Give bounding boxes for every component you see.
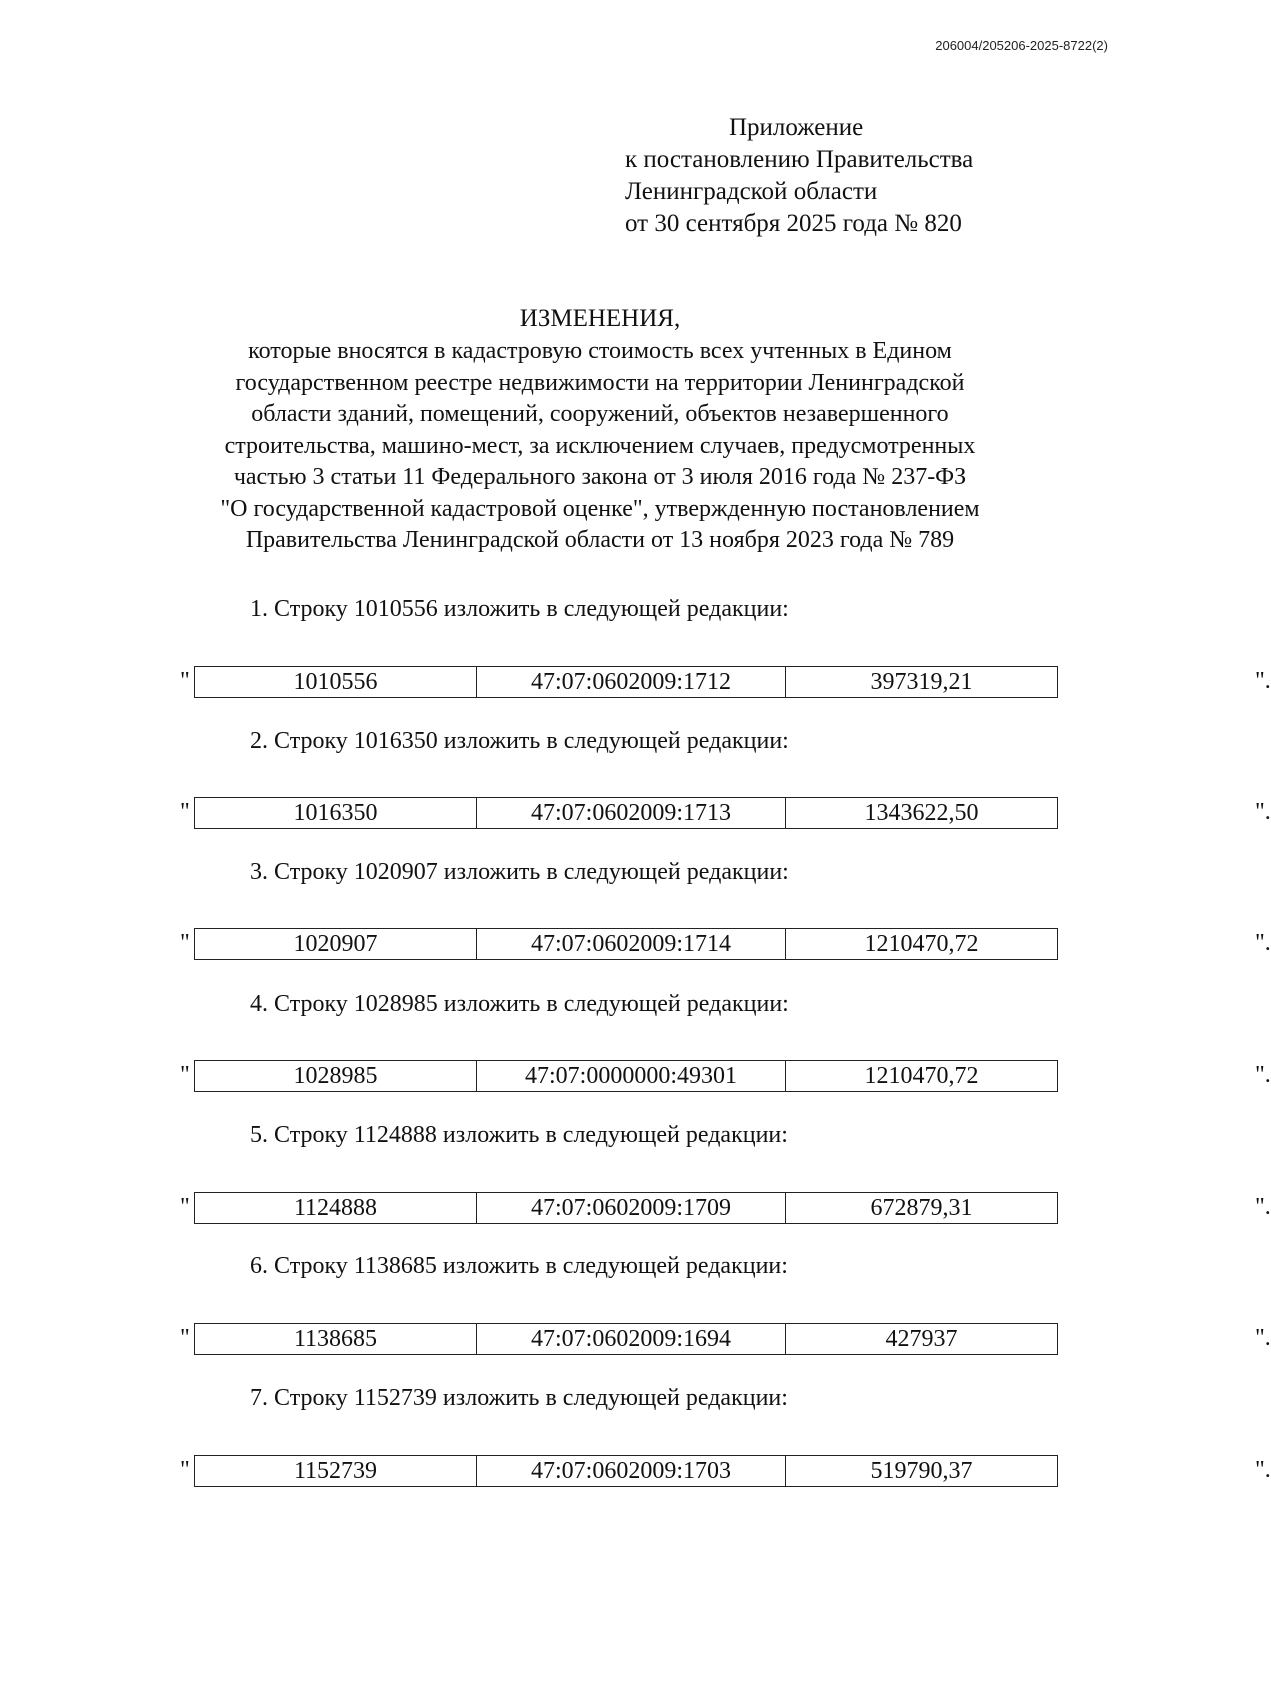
cadastral-value-cell: 427937 bbox=[885, 1326, 958, 1352]
quote-open: " bbox=[180, 1194, 190, 1220]
row-cells bbox=[194, 928, 1058, 960]
cadastral-value-cell: 519790,37 bbox=[870, 1458, 973, 1484]
item-6-instruction: 6. Строку 1138685 изложить в следующей редакции: bbox=[250, 1253, 788, 1279]
cadastral-value-cell: 397319,21 bbox=[870, 669, 973, 695]
cadastral-value-cell: 1210470,72 bbox=[864, 931, 979, 957]
quote-close: ". bbox=[1255, 1457, 1271, 1483]
row-cells bbox=[194, 1060, 1058, 1092]
title-line: которые вносятся в кадастровую стоимость всех учтенных в Едином bbox=[248, 338, 952, 364]
quote-open: " bbox=[180, 668, 190, 694]
cadastral-number-cell: 47:07:0602009:1703 bbox=[477, 1456, 786, 1486]
item-1-instruction: 1. Строку 1010556 изложить в следующей редакции: bbox=[250, 596, 789, 622]
quote-close: ". bbox=[1255, 1325, 1271, 1351]
title-line: частью 3 статьи 11 Федерального закона от 3 июля 2016 года № 237-ФЗ bbox=[233, 464, 967, 490]
quote-open: " bbox=[180, 1457, 190, 1483]
item-3-instruction: 3. Строку 1020907 изложить в следующей редакции: bbox=[250, 859, 789, 885]
title-line: государственном реестре недвижимости на территории Ленинградской bbox=[235, 369, 965, 396]
title-block bbox=[140, 302, 1060, 557]
appendix-line-4: от 30 сентября 2025 года № 820 bbox=[625, 210, 962, 237]
appendix-line-2: к постановлению Правительства bbox=[625, 146, 974, 173]
cadastral-value-cell: 1210470,72 bbox=[864, 1063, 979, 1089]
row-number-cell: 1138685 bbox=[195, 1324, 477, 1354]
item-7-instruction: 7. Строку 1152739 изложить в следующей редакции: bbox=[250, 1385, 788, 1411]
title-line: Правительства Ленинградской области от 13 ноября 2023 года № 789 bbox=[245, 527, 955, 553]
appendix-header bbox=[625, 112, 973, 240]
item-5-instruction: 5. Строку 1124888 изложить в следующей редакции: bbox=[250, 1122, 788, 1148]
title-heading: ИЗМЕНЕНИЯ, bbox=[519, 305, 681, 332]
appendix-line-3: Ленинградской области bbox=[625, 178, 878, 205]
row-number-cell: 1010556 bbox=[195, 667, 477, 697]
cadastral-number-cell: 47:07:0602009:1714 bbox=[477, 929, 786, 959]
row-number-cell: 1152739 bbox=[195, 1456, 477, 1486]
quote-close: ". bbox=[1255, 668, 1271, 694]
cadastral-value-cell: 672879,31 bbox=[870, 1195, 973, 1221]
cadastral-number-cell: 47:07:0000000:49301 bbox=[477, 1061, 786, 1091]
cadastral-value-cell: 1343622,50 bbox=[864, 800, 979, 826]
quote-close: ". bbox=[1255, 930, 1271, 956]
row-number-cell: 1020907 bbox=[195, 929, 477, 959]
cadastral-number-cell: 47:07:0602009:1712 bbox=[477, 667, 786, 697]
quote-open: " bbox=[180, 1062, 190, 1088]
row-number-cell: 1016350 bbox=[195, 798, 477, 828]
quote-close: ". bbox=[1255, 1194, 1271, 1220]
quote-close: ". bbox=[1255, 1062, 1271, 1088]
item-4-instruction: 4. Строку 1028985 изложить в следующей редакции: bbox=[250, 991, 789, 1017]
title-line: строительства, машино-мест, за исключением случаев, предусмотренных bbox=[224, 432, 976, 459]
row-number-cell: 1124888 bbox=[195, 1193, 477, 1223]
appendix-line-1: Приложение bbox=[729, 114, 864, 141]
row-cells bbox=[194, 1455, 1058, 1487]
row-cells bbox=[194, 1192, 1058, 1224]
row-cells bbox=[194, 1323, 1058, 1355]
title-line: области зданий, помещений, сооружений, объектов незавершенного bbox=[251, 401, 949, 427]
row-cells bbox=[194, 797, 1058, 829]
quote-open: " bbox=[180, 799, 190, 825]
cadastral-number-cell: 47:07:0602009:1709 bbox=[477, 1193, 786, 1223]
cadastral-number-cell: 47:07:0602009:1694 bbox=[477, 1324, 786, 1354]
quote-open: " bbox=[180, 1325, 190, 1351]
quote-open: " bbox=[180, 930, 190, 956]
title-line: "О государственной кадастровой оценке", утвержденную постановлением bbox=[220, 495, 980, 522]
document-id: 206004/205206-2025-8722(2) bbox=[935, 38, 1108, 53]
item-2-instruction: 2. Строку 1016350 изложить в следующей редакции: bbox=[250, 728, 789, 754]
cadastral-number-cell: 47:07:0602009:1713 bbox=[477, 798, 786, 828]
row-cells bbox=[194, 666, 1058, 698]
quote-close: ". bbox=[1255, 799, 1271, 825]
row-number-cell: 1028985 bbox=[195, 1061, 477, 1091]
